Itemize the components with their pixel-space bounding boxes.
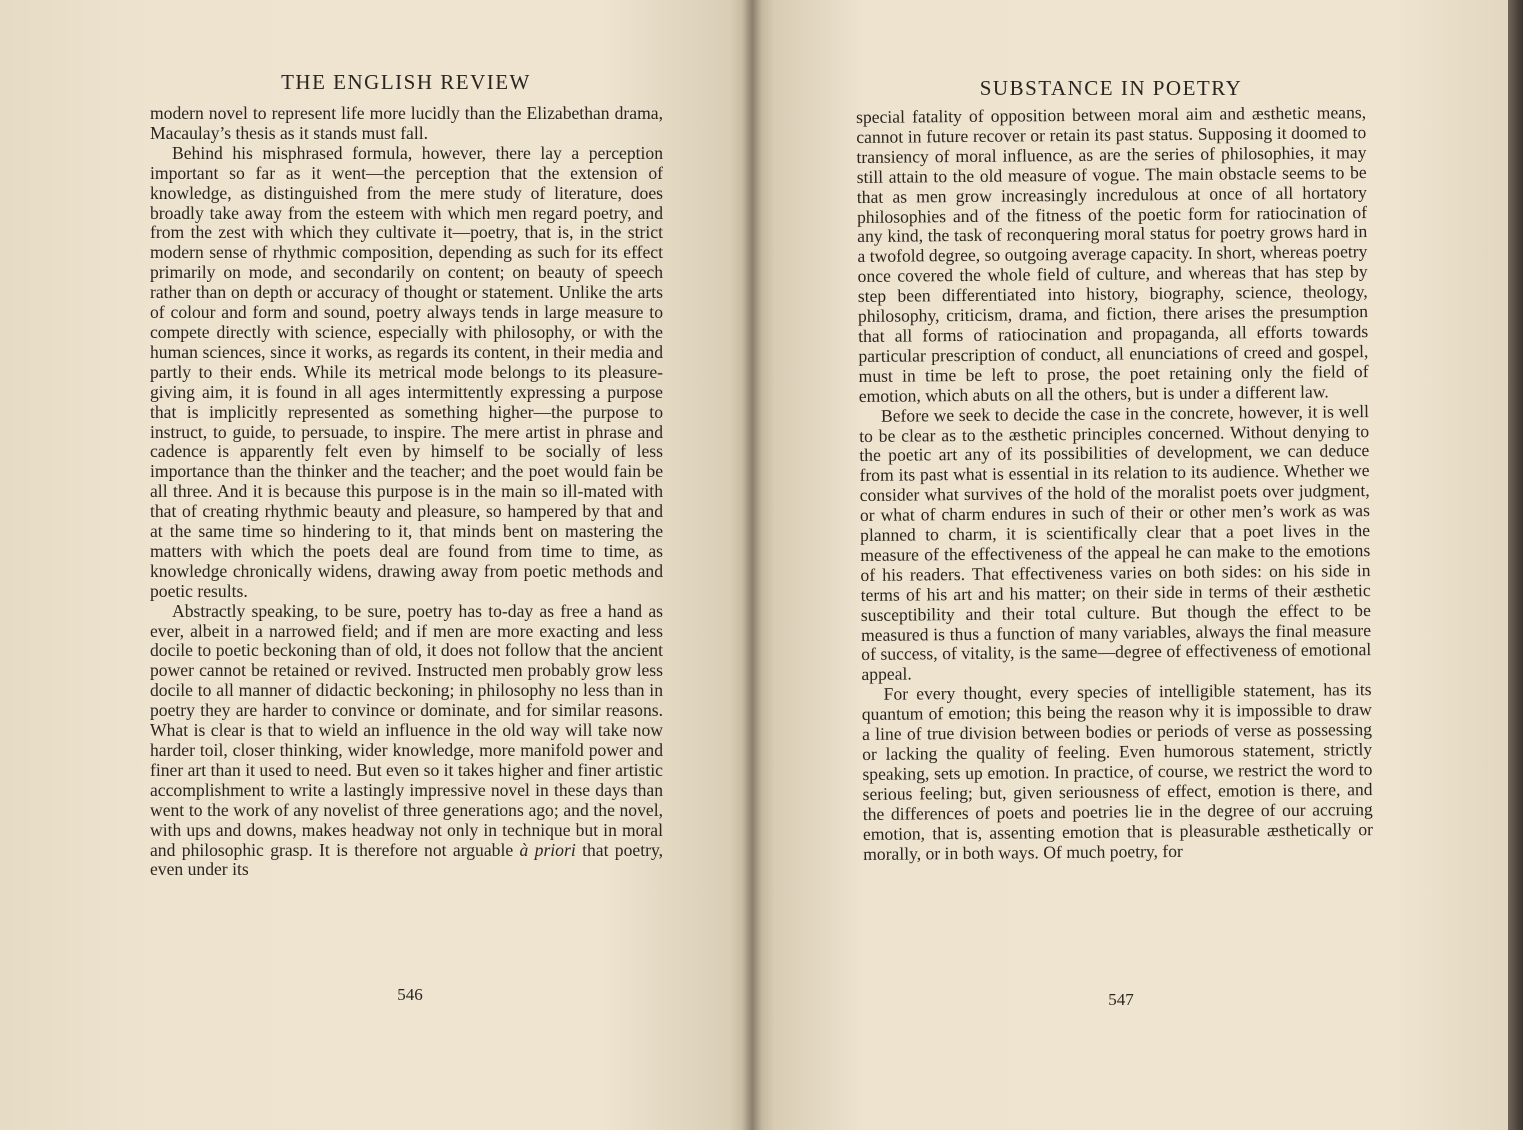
paragraph: For every thought, every species of intelligible statement, has its quantum of emotion; this being the reason why it is impossible to draw a line of true division between bodies or periods of verse as possessing or lacking the quality of feeling. Even humorous statement, strictly speaking, sets up emotion. In practice, of course, we restrict the word to serious feeling; but, given seriousness of effect, emotion is there, and the differences of poets and poetries lie in the degree of our accruing emotion, that is, assenting emotion that is pleasurable æsthetically or morally, or in both ways. Of much poetry, for: [861, 679, 1374, 864]
book-edge: [1508, 0, 1523, 1130]
italic-phrase: à priori: [519, 839, 576, 860]
running-head-left: THE ENGLISH REVIEW: [281, 70, 531, 94]
paragraph: Before we seek to decide the case in the concrete, however, it is well to be clear as to the æsthetic principles concerned. Without denying to the poetic art any of its possibilities of development, we can deduce from its past what is essential in its relation to its audience. Whether we consider what survives of the hold of the moralist poets over judgment, or what of charm endures in such of their or other men’s work as was planned to charm, it is scientifically clear that a poet lives in the measure of the effectiveness of the appeal he can make to the emotions of his readers. That effectiveness varies on both sides: on his side in terms of his art and his matter; on their side in terms of their æsthetic susceptibility and their total culture. But though the effect to be measured is thus a function of many variables, always the final measure of success, of vitality, is the same—degree of effectiveness of emotional appeal.: [859, 400, 1372, 685]
binding-gutter: [742, 0, 762, 1130]
right-text-block: [856, 103, 1373, 864]
page-number-left: 546: [397, 985, 423, 1004]
right-page: [752, 0, 1508, 1130]
running-head-right: SUBSTANCE IN POETRY: [979, 76, 1243, 100]
page-number-right: 547: [1108, 990, 1134, 1009]
left-page: [0, 0, 752, 1130]
paragraph-text: Abstractly speaking, to be sure, poetry has to-day as free a hand as ever, albeit in a narrowed field; and if men are more exacting and less docile to poetic beckoning than of old, it does not follow that the ancient power cannot be retained or revived. Instructed men probably grow less docile to all manner of didactic beckoning; in philosophy no less than in poetry they are harder to convince or dominate, and for similar reasons. What is clear is that to wield an influence in the old way will take now harder toil, closer thinking, wider knowledge, more manifold power and finer art than it used to need. But even so it takes higher and finer artistic accomplishment to write a lastingly impressive novel in these days than went to the work of any novelist of three generations ago; and the novel, with ups and downs, makes headway not only in technique but in moral and philosophic grasp. It is therefore not arguable: [150, 600, 663, 860]
paragraph: special fatality of opposition between moral aim and æsthetic means, cannot in future recover or retain its past status. Supposing it doomed to transiency of moral influence, as are the series of philosophies, it may still attain to the old measure of vogue. The main obstacle seems to be that as men grow increasingly incredulous at once of all hortatory philosophies and of the fitness of the poetic form for ratiocination of any kind, the task of reconquering moral status for poetry grows hard in a twofold degree, so outgoing average capacity. In short, whereas poetry once covered the whole field of culture, and whereas that has step by step been differentiated into history, biography, science, theology, philosophy, criticism, drama, and fiction, there arises the presumption that all forms of ratiocination and propaganda, all efforts towards particular prescription of conduct, all enunciations of creed and gospel, must in time be left to prose, the poet retaining only the field of emotion, which abuts on all the others, but is under a different law.: [855, 102, 1369, 406]
left-text-block: [150, 104, 663, 880]
paragraph-tail: that poetry, even under its: [150, 839, 664, 880]
paragraph: Behind his misphrased formula, however, there lay a perception important so far as it went—the perception that the extension of knowledge, as distinguished from the mere study of literature, does broadly take away from the esteem with which men regard poetry, and from the zest with which they cultivate it—poetry, that is, in the strict modern sense of rhythmic composition, depending as such for its effect primarily on mode, and secondarily on content; on beauty of speech rather than on depth or accuracy of thought or statement. Unlike the arts of colour and form and sound, poetry always tends in large measure to compete directly with science, especially with philosophy, or with the human sciences, since it works, as regards its content, in their media and partly to their ends. While its metrical mode belongs to its pleasure-giving aim, it is found in all ages intermittently expressing a purpose that is implicitly represented as something higher—the purpose to instruct, to guide, to persuade, to inspire. The mere artist in phrase and cadence is apparently felt even by himself to be socially of less importance than the thinker and the teacher; and the poet would fain be all three. And it is because this purpose is in the main so ill-mated with that of creating rhythmic beauty and pleasure, so hampered by that and at the same time so hindering to it, that minds bent on mastering the matters with which the poets deal are found from time to time, as knowledge chronically widens, drawing away from poetic methods and poetic results.: [150, 142, 663, 601]
paragraph: modern novel to represent life more lucidly than the Elizabethan drama, Macaulay’s thesis as it stands must fall.: [150, 103, 663, 143]
paragraph: [150, 602, 663, 881]
